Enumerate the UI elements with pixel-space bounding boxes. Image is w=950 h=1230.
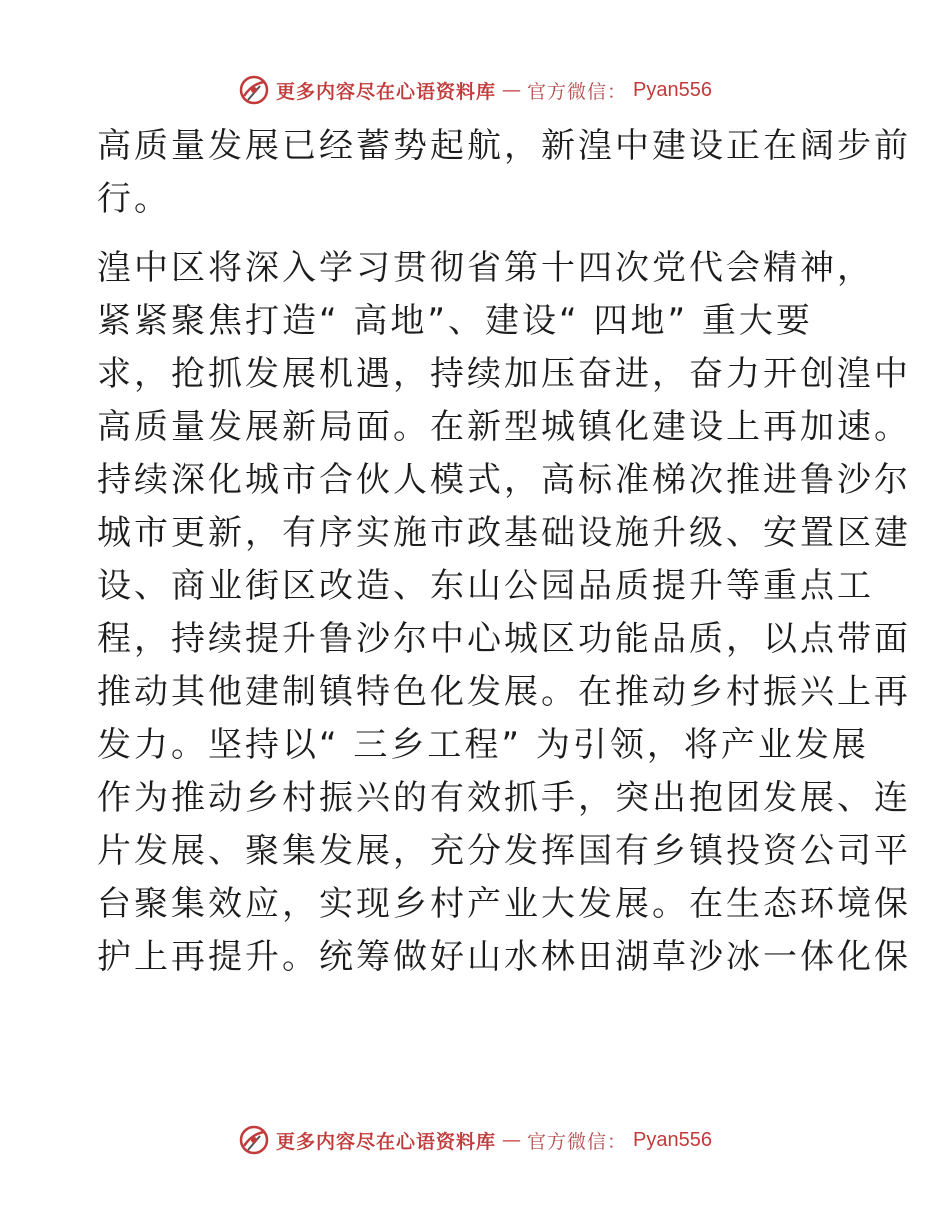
document-body [97, 120, 911, 984]
text-line: 城市更新，有序实施市政基础设施升级、安置区建 [97, 513, 911, 553]
header-wechat-label: 官方微信： [527, 80, 628, 103]
text-line: 湟中区将深入学习贯彻省第十四次党代会精神， [97, 248, 874, 288]
text-line: 设、商业街区改造、东山公园品质提升等重点工 [97, 566, 874, 606]
text-line: 作为推动乡村振兴的有效抓手，突出抱团发展、连 [97, 778, 911, 818]
text-line: 台聚集效应，实现乡村产业大发展。在生态环境保 [97, 884, 911, 924]
text-line: 片发展、聚集发展，充分发挥国有乡镇投资公司平 [97, 831, 911, 871]
text-line: 行。 [97, 179, 171, 219]
footer-separator: — [502, 1129, 522, 1151]
text-line: 程，持续提升鲁沙尔中心城区功能品质，以点带面 [97, 619, 911, 659]
header-banner [0, 70, 950, 110]
header-separator: — [502, 79, 522, 101]
brand-logo-icon [238, 1124, 270, 1156]
text-line: 持续深化城市合伙人模式，高标准梯次推进鲁沙尔 [97, 460, 911, 500]
text-line: 求，抢抓发展机遇，持续加压奋进，奋力开创湟中 [97, 354, 911, 394]
footer-wechat-label: 官方微信： [527, 1130, 628, 1153]
footer-brand-text: 更多内容尽在心语资料库 [276, 1130, 497, 1153]
text-line: 推动其他建制镇特色化发展。在推动乡村振兴上再 [97, 672, 911, 712]
paragraph-1 [97, 120, 911, 226]
paragraph-2 [97, 242, 911, 984]
header-wechat-id: Pyan556 [633, 78, 712, 101]
footer-banner [0, 1120, 950, 1160]
text-line: 紧紧聚焦打造“ 高地”、建设“ 四地” 重大要 [97, 301, 813, 341]
text-line: 高质量发展已经蓄势起航，新湟中建设正在阔步前 [97, 126, 911, 166]
text-line: 发力。坚持以“ 三乡工程” 为引领，将产业发展 [97, 725, 869, 765]
text-line: 护上再提升。统筹做好山水林田湖草沙冰一体化保 [97, 937, 911, 977]
footer-wechat-id: Pyan556 [633, 1128, 712, 1151]
header-brand-text: 更多内容尽在心语资料库 [276, 80, 497, 103]
text-line: 高质量发展新局面。在新型城镇化建设上再加速。 [97, 407, 911, 447]
brand-logo-icon [238, 74, 270, 106]
